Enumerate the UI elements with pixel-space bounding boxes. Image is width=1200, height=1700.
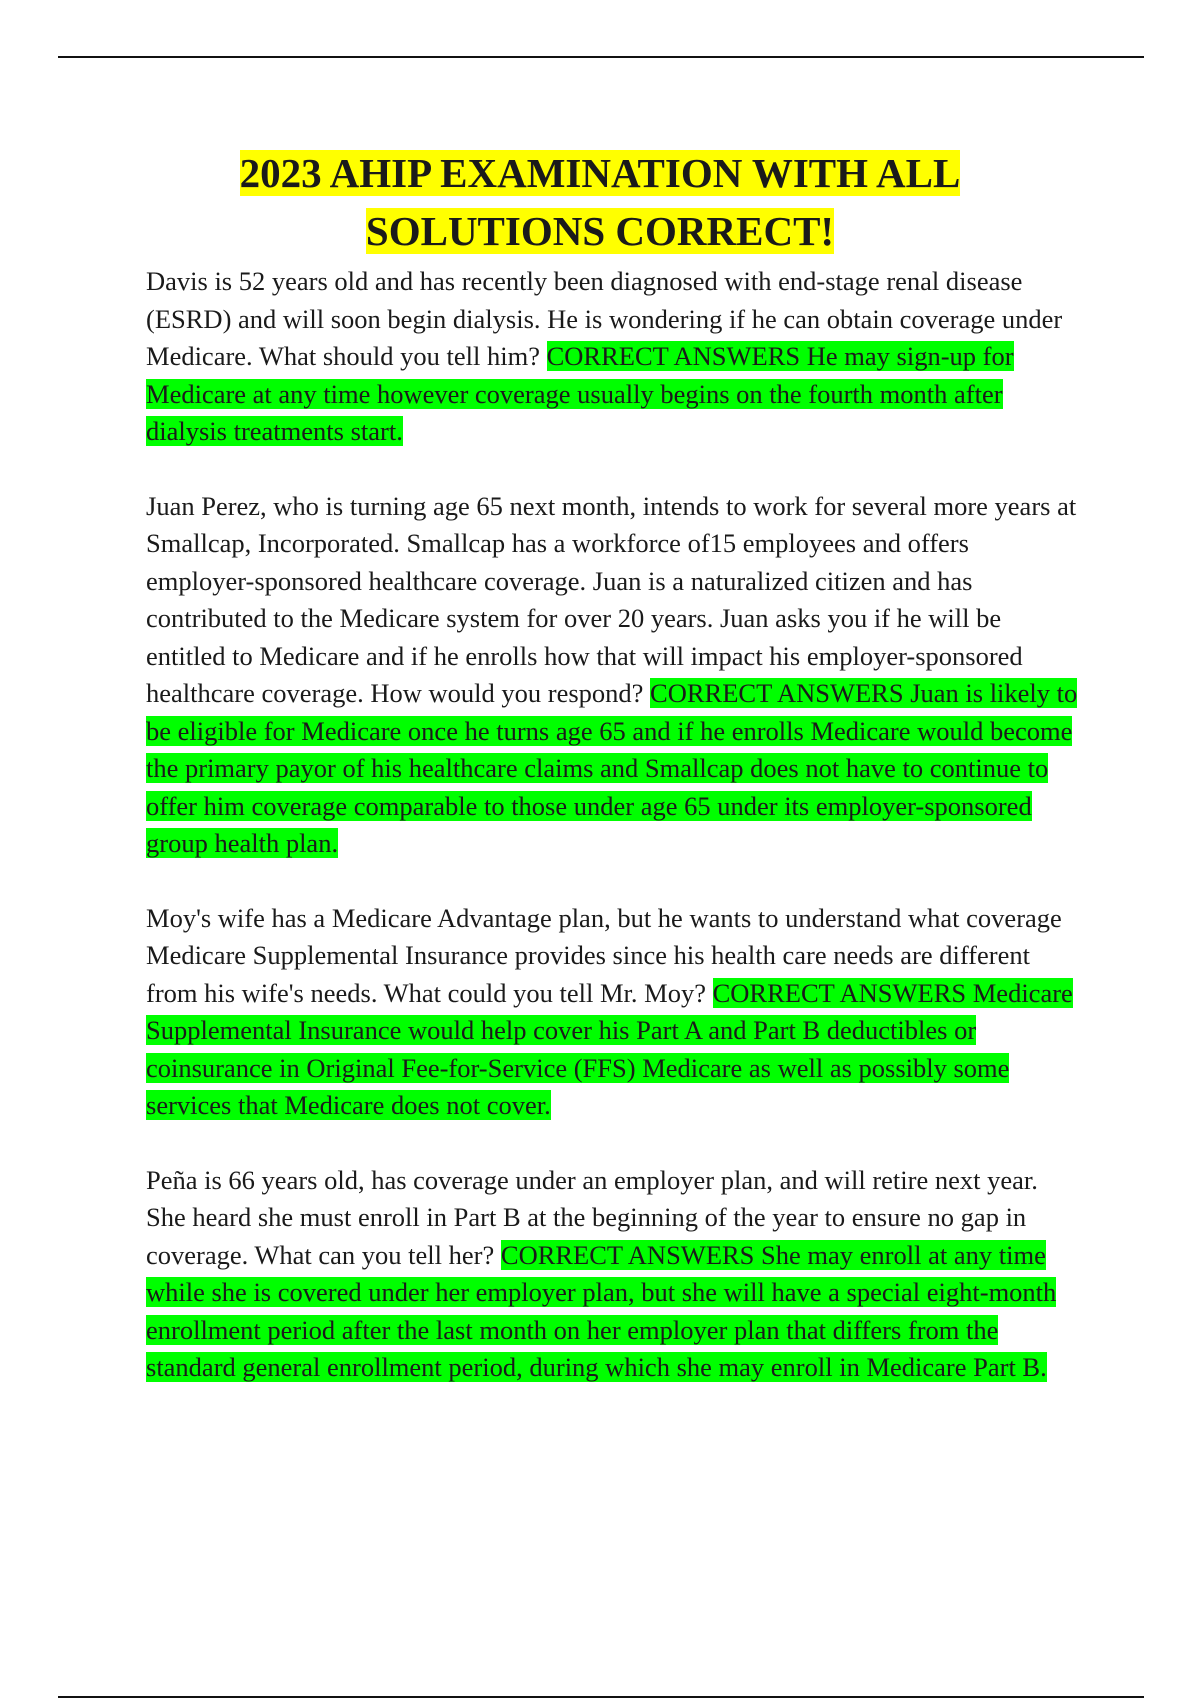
top-divider — [58, 56, 1144, 58]
document-title — [100, 144, 1100, 260]
question-text: Moy's wife has a Medicare Advantage plan, but he wants to understand what coverage Medicare Supplemental Insurance provides since his health care needs are different from his wife's needs. What could you tell Mr. Moy? — [146, 902, 1062, 1008]
title-line-1: 2023 AHIP EXAMINATION WITH ALL — [239, 150, 961, 196]
qa-item-4 — [146, 1162, 1078, 1387]
answer-highlight: CORRECT ANSWERS She may enroll at any time while she is covered under her employer plan, but she will have a special eight-month enrollment period after the last month on her employer plan that differs from the standard general enrollment period, during which she may enroll in Medicare Part B. — [146, 1239, 1057, 1382]
qa-item-2 — [146, 488, 1078, 863]
title-line-2: SOLUTIONS CORRECT! — [365, 208, 835, 254]
question-text: Juan Perez, who is turning age 65 next month, intends to work for several more years at Smallcap, Incorporated. Smallcap has a workforce of15 employees and offers employer-sponsored healthcare coverage. Juan is a naturalized citizen and has contributed to the Medicare system for over 20 years. Juan asks you if he will be entitled to Medicare and if he enrolls how that will impact his employer-sponsored healthcare coverage. How would you respond? — [146, 490, 1077, 708]
answer-highlight: CORRECT ANSWERS He may sign-up for Medicare at any time however coverage usually begins on the fourth month after dialysis treatments start. — [146, 341, 1014, 446]
qa-item-3 — [146, 900, 1078, 1125]
qa-list — [146, 263, 1078, 1424]
question-text: Davis is 52 years old and has recently been diagnosed with end-stage renal disease (ESRD) and will soon begin dialysis. He is wondering if he can obtain coverage under Medicare. What should you tell him? — [146, 266, 1063, 371]
question-text: Peña is 66 years old, has coverage under an employer plan, and will retire next year. She heard she must enroll in Part B at the beginning of the year to ensure no gap in coverage. What can you tell her? — [146, 1164, 1038, 1270]
qa-item-1 — [146, 263, 1078, 451]
answer-highlight: CORRECT ANSWERS Medicare Supplemental Insurance would help cover his Part A and Part B deductibles or coinsurance in Original Fee-for-Service (FFS) Medicare as well as possibly some services that Medicare does not cover. — [146, 977, 1073, 1120]
bottom-divider — [58, 1696, 1144, 1698]
answer-highlight: CORRECT ANSWERS Juan is likely to be eligible for Medicare once he turns age 65 and if he enrolls Medicare would become the primary payor of his healthcare claims and Smallcap does not have to continue to offer him coverage comparable to those under age 65 under its employer-sponsored group health plan. — [146, 678, 1078, 858]
